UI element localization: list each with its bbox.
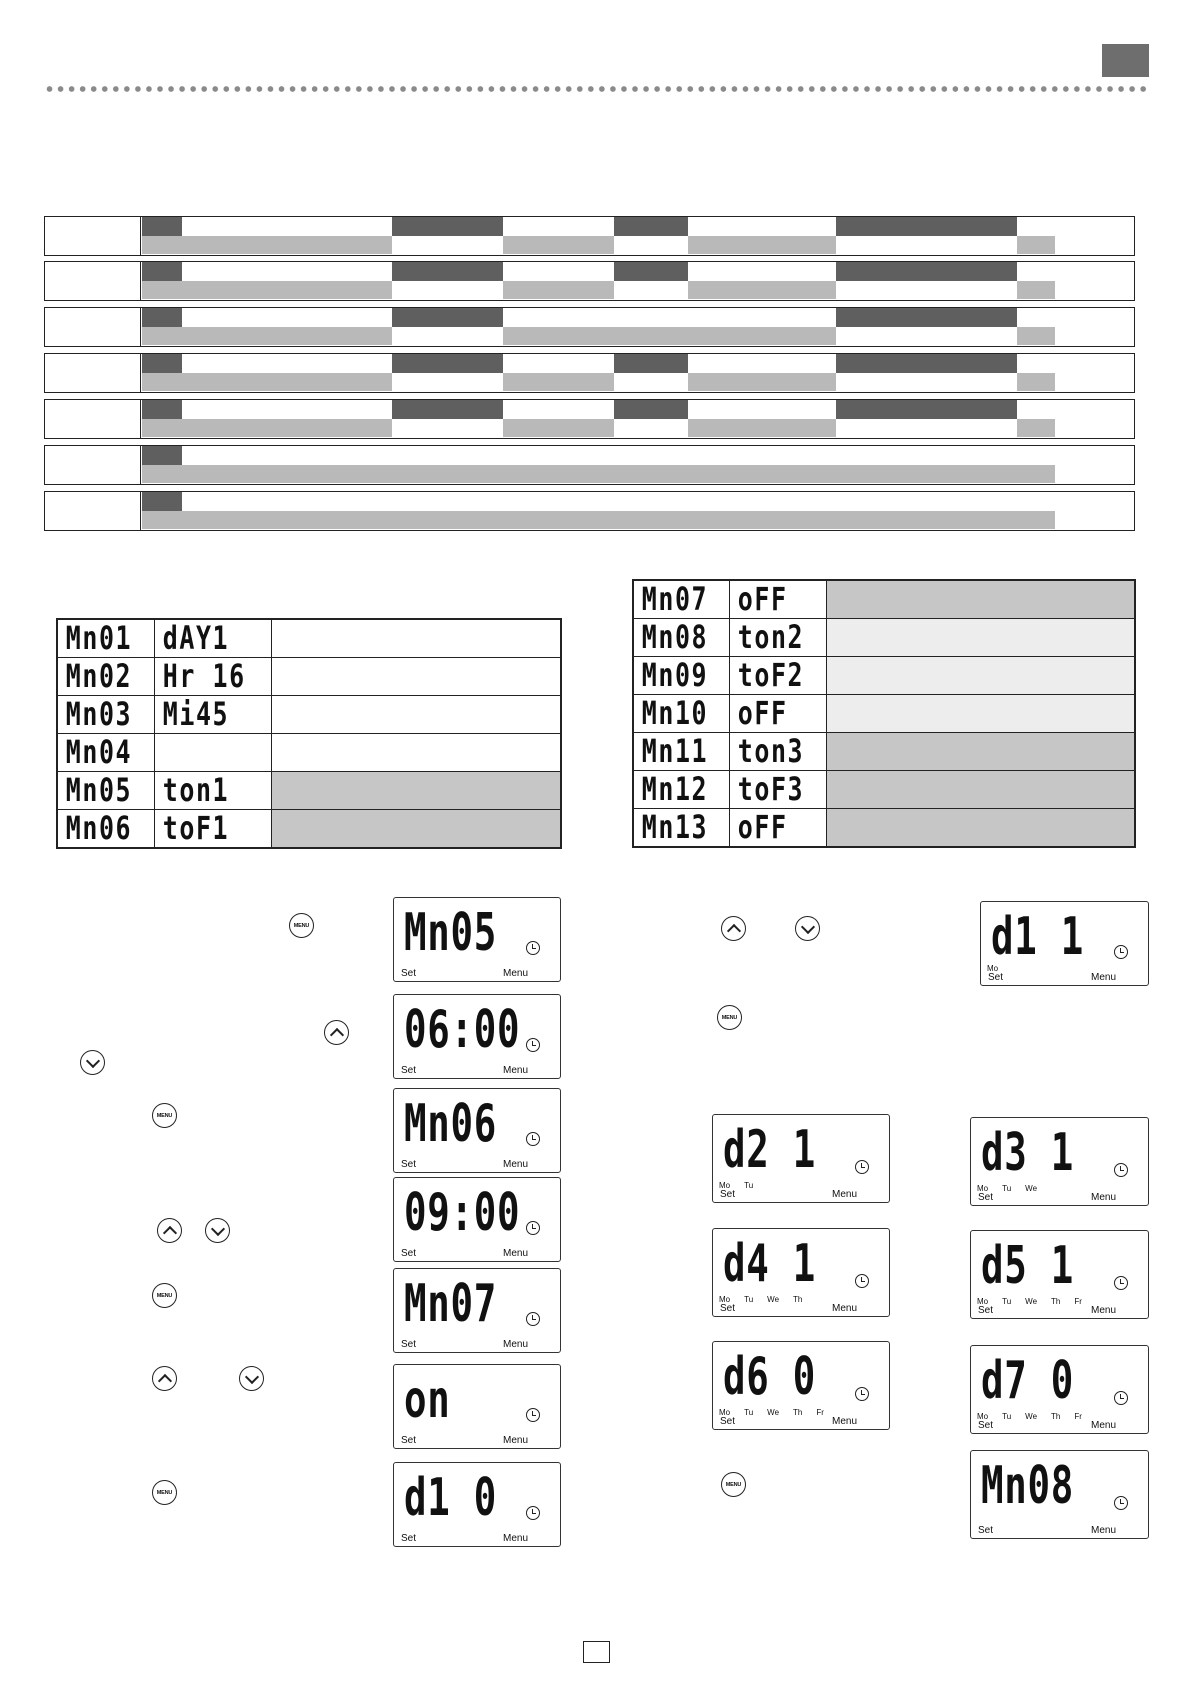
- weekday-indicators: [719, 1408, 838, 1417]
- lcd-set-label: Set: [401, 1435, 417, 1446]
- lcd-main-text: 06:00: [404, 1000, 521, 1060]
- menu-code-cell: [633, 733, 730, 771]
- menu-code: Mn10: [641, 694, 709, 732]
- on-period-segment: [836, 308, 1017, 327]
- menu-code: Mn11: [641, 732, 709, 770]
- menu-code: Mn06: [65, 809, 133, 847]
- lcd-menu-label: Menu: [502, 1065, 528, 1076]
- weekday-label: Th: [1051, 1412, 1061, 1421]
- code-row: [633, 733, 1135, 771]
- off-period-segment: [503, 236, 614, 254]
- schedule-row-label: [45, 354, 141, 392]
- off-period-segment: [171, 465, 1055, 483]
- off-period-segment: [171, 373, 392, 391]
- lcd-display: [980, 901, 1149, 986]
- weekday-label: Mo: [719, 1181, 731, 1190]
- clock-icon: [526, 1221, 540, 1235]
- lcd-menu-label: Menu: [1090, 1192, 1116, 1203]
- code-row: [57, 734, 561, 772]
- lcd-display: [393, 1268, 561, 1353]
- code-row: [633, 695, 1135, 733]
- menu-value: dAY1: [162, 619, 229, 657]
- menu-value: ton1: [162, 771, 229, 809]
- off-period-segment: [171, 236, 392, 254]
- menu-value: toF2: [737, 656, 805, 694]
- description-cell: [827, 695, 1135, 733]
- lcd-set-label: Set: [401, 1248, 417, 1259]
- weekday-label: We: [1025, 1297, 1038, 1306]
- lcd-main-text: d1 1: [991, 907, 1085, 967]
- on-period-segment: [392, 354, 503, 373]
- schedule-row: [44, 261, 1135, 301]
- weekday-label: We: [1025, 1412, 1038, 1421]
- on-period-segment: [836, 217, 1017, 236]
- weekday-label: Tu: [744, 1408, 754, 1417]
- lcd-main-text: d1 0: [404, 1468, 498, 1528]
- menu-code: Mn07: [641, 580, 709, 618]
- lcd-display: [970, 1117, 1149, 1206]
- off-period-segment: [1017, 419, 1055, 437]
- off-period-segment: [1017, 327, 1055, 345]
- schedule-row-label: [45, 400, 141, 438]
- menu-code: Mn04: [65, 733, 133, 771]
- off-period-segment: [171, 281, 392, 299]
- description-cell: [271, 810, 561, 849]
- on-legend-swatch: [142, 262, 182, 281]
- lcd-display: [393, 897, 561, 982]
- lcd-menu-label: Menu: [1090, 1305, 1116, 1316]
- menu-code: Mn12: [641, 770, 709, 808]
- lcd-set-label: Set: [720, 1189, 736, 1200]
- code-row: [633, 657, 1135, 695]
- code-row: [57, 810, 561, 849]
- lcd-display: [393, 1364, 561, 1449]
- lcd-display: [393, 1088, 561, 1173]
- schedule-row: [44, 353, 1135, 393]
- menu-code-cell: [57, 734, 154, 772]
- menu-value-cell: [730, 771, 827, 809]
- menu-value: toF3: [737, 770, 805, 808]
- on-period-segment: [614, 354, 688, 373]
- code-row: [57, 619, 561, 658]
- weekday-label: We: [767, 1295, 780, 1304]
- down-button[interactable]: [239, 1366, 264, 1391]
- menu-value: oFF: [737, 808, 788, 846]
- clock-icon: [526, 1506, 540, 1520]
- lcd-display: [712, 1228, 890, 1317]
- up-button[interactable]: [157, 1218, 182, 1243]
- description-cell: [271, 696, 561, 734]
- menu-code-cell: [633, 771, 730, 809]
- description-cell: [827, 771, 1135, 809]
- chevron-up-icon: [162, 1225, 176, 1239]
- lcd-set-label: Set: [720, 1416, 736, 1427]
- clock-icon: [855, 1387, 869, 1401]
- on-period-segment: [614, 400, 688, 419]
- lcd-main-text: d5 1: [981, 1236, 1075, 1296]
- menu-code: Mn02: [65, 657, 133, 695]
- description-cell: [827, 809, 1135, 848]
- menu-code-cell: [57, 810, 154, 849]
- menu-code-cell: [57, 619, 154, 658]
- schedule-row-label: [45, 217, 141, 255]
- menu-value-cell: [154, 619, 271, 658]
- on-period-segment: [392, 217, 503, 236]
- on-period-segment: [614, 217, 688, 236]
- weekday-label: Mo: [719, 1408, 731, 1417]
- weekday-label: Tu: [1002, 1297, 1012, 1306]
- weekday-label: Tu: [1002, 1184, 1012, 1193]
- lcd-display: [393, 1177, 561, 1262]
- off-period-segment: [688, 419, 836, 437]
- clock-icon: [855, 1274, 869, 1288]
- lcd-main-text: 09:00: [404, 1183, 521, 1243]
- lcd-menu-label: Menu: [502, 1248, 528, 1259]
- off-period-segment: [171, 511, 1055, 529]
- lcd-menu-label: Menu: [831, 1416, 857, 1427]
- clock-icon: [1114, 1391, 1128, 1405]
- lcd-main-text: d2 1: [723, 1120, 817, 1180]
- lcd-menu-label: Menu: [1090, 1525, 1116, 1536]
- off-period-segment: [688, 281, 836, 299]
- menu-value-cell: [730, 580, 827, 619]
- lcd-main-text: d7 0: [981, 1351, 1075, 1411]
- chevron-up-icon: [329, 1027, 343, 1041]
- lcd-menu-label: Menu: [1090, 1420, 1116, 1431]
- chevron-up-icon: [726, 923, 740, 937]
- schedule-row-label: [45, 446, 141, 484]
- schedule-row: [44, 445, 1135, 485]
- lcd-main-text: on: [404, 1370, 451, 1430]
- off-period-segment: [688, 236, 836, 254]
- on-period-segment: [392, 262, 503, 281]
- description-cell: [271, 734, 561, 772]
- menu-value: Hr 16: [162, 657, 246, 695]
- description-cell: [827, 619, 1135, 657]
- menu-code-table-left: [56, 618, 562, 849]
- chevron-down-icon: [210, 1221, 224, 1235]
- menu-value-cell: [154, 810, 271, 849]
- menu-value-cell: [154, 658, 271, 696]
- off-period-segment: [503, 281, 614, 299]
- lcd-menu-label: Menu: [831, 1189, 857, 1200]
- schedule-row: [44, 399, 1135, 439]
- lcd-main-text: Mn07: [404, 1274, 498, 1334]
- down-button[interactable]: [795, 916, 820, 941]
- lcd-menu-label: Menu: [502, 1533, 528, 1544]
- weekday-label: We: [1025, 1184, 1038, 1193]
- schedule-row-label: [45, 308, 141, 346]
- menu-value-cell: [730, 733, 827, 771]
- lcd-menu-label: Menu: [831, 1303, 857, 1314]
- menu-value-cell: [730, 619, 827, 657]
- menu-value-cell: [154, 734, 271, 772]
- off-period-segment: [171, 327, 392, 345]
- menu-code-cell: [57, 696, 154, 734]
- menu-code-cell: [57, 658, 154, 696]
- lcd-main-text: d3 1: [981, 1123, 1075, 1183]
- menu-value: toF1: [162, 809, 229, 847]
- lcd-set-label: Set: [401, 968, 417, 979]
- menu-code-cell: [57, 772, 154, 810]
- menu-code-cell: [633, 580, 730, 619]
- lcd-display: [712, 1114, 890, 1203]
- menu-code: Mn08: [641, 618, 709, 656]
- code-row: [633, 771, 1135, 809]
- clock-icon: [526, 1038, 540, 1052]
- clock-icon: [1114, 1276, 1128, 1290]
- lcd-display: [393, 994, 561, 1079]
- menu-button[interactable]: MENU: [721, 1472, 746, 1497]
- lcd-display: [970, 1230, 1149, 1319]
- lcd-set-label: Set: [401, 1339, 417, 1350]
- on-legend-swatch: [142, 492, 182, 511]
- off-period-segment: [503, 373, 614, 391]
- lcd-set-label: Set: [401, 1065, 417, 1076]
- menu-value-cell: [154, 772, 271, 810]
- clock-icon: [855, 1160, 869, 1174]
- dotted-divider: [44, 86, 1149, 92]
- menu-code: Mn09: [641, 656, 709, 694]
- off-period-segment: [688, 373, 836, 391]
- on-legend-swatch: [142, 354, 182, 373]
- lcd-set-label: Set: [401, 1533, 417, 1544]
- menu-value-cell: [730, 809, 827, 848]
- weekday-indicators: [977, 1412, 1096, 1421]
- on-legend-swatch: [142, 308, 182, 327]
- weekday-label: Mo: [977, 1297, 989, 1306]
- schedule-row: [44, 307, 1135, 347]
- clock-icon: [1114, 1496, 1128, 1510]
- lcd-display: [393, 1462, 561, 1547]
- code-row: [633, 619, 1135, 657]
- description-cell: [271, 619, 561, 658]
- weekday-label: Mo: [987, 964, 999, 973]
- weekday-label: Mo: [977, 1412, 989, 1421]
- weekday-indicators: [977, 1297, 1096, 1306]
- lcd-set-label: Set: [978, 1192, 994, 1203]
- lcd-menu-label: Menu: [502, 968, 528, 979]
- lcd-display: [970, 1345, 1149, 1434]
- on-period-segment: [836, 354, 1017, 373]
- lcd-main-text: d4 1: [723, 1234, 817, 1294]
- clock-icon: [526, 1132, 540, 1146]
- off-period-segment: [1017, 236, 1055, 254]
- schedule-row-label: [45, 492, 141, 530]
- chevron-down-icon: [244, 1369, 258, 1383]
- lcd-set-label: Set: [401, 1159, 417, 1170]
- menu-button[interactable]: MENU: [152, 1480, 177, 1505]
- weekday-label: Th: [1051, 1297, 1061, 1306]
- schedule-row: [44, 216, 1135, 256]
- weekday-label: Tu: [744, 1181, 754, 1190]
- lcd-display: [712, 1341, 890, 1430]
- code-row: [633, 580, 1135, 619]
- lcd-set-label: Set: [978, 1305, 994, 1316]
- description-cell: [827, 733, 1135, 771]
- menu-code-cell: [633, 619, 730, 657]
- lcd-menu-label: Menu: [1090, 972, 1116, 983]
- schedule-row-label: [45, 262, 141, 300]
- page-tab-marker: [1102, 44, 1149, 77]
- weekday-label: Mo: [977, 1184, 989, 1193]
- chevron-down-icon: [85, 1053, 99, 1067]
- lcd-menu-label: Menu: [502, 1339, 528, 1350]
- weekday-label: Tu: [744, 1295, 754, 1304]
- menu-button[interactable]: MENU: [289, 913, 314, 938]
- up-button[interactable]: [152, 1366, 177, 1391]
- menu-code: Mn13: [641, 808, 709, 846]
- menu-value-cell: [730, 695, 827, 733]
- description-cell: [271, 658, 561, 696]
- schedule-row: [44, 491, 1135, 531]
- menu-value: oFF: [737, 580, 788, 618]
- on-legend-swatch: [142, 400, 182, 419]
- menu-button[interactable]: MENU: [717, 1005, 742, 1030]
- on-legend-swatch: [142, 217, 182, 236]
- menu-code: Mn01: [65, 619, 133, 657]
- lcd-display: [970, 1450, 1149, 1539]
- weekday-label: Tu: [1002, 1412, 1012, 1421]
- off-period-segment: [503, 419, 614, 437]
- off-period-segment: [1017, 281, 1055, 299]
- on-period-segment: [836, 262, 1017, 281]
- on-period-segment: [614, 262, 688, 281]
- clock-icon: [526, 941, 540, 955]
- clock-icon: [1114, 1163, 1128, 1177]
- off-period-segment: [171, 419, 392, 437]
- lcd-set-label: Set: [988, 972, 1004, 983]
- menu-value: ton2: [737, 618, 805, 656]
- menu-code-cell: [633, 695, 730, 733]
- on-period-segment: [392, 308, 503, 327]
- menu-code: Mn03: [65, 695, 133, 733]
- off-period-segment: [503, 327, 836, 345]
- description-cell: [827, 657, 1135, 695]
- lcd-set-label: Set: [720, 1303, 736, 1314]
- lcd-set-label: Set: [978, 1525, 994, 1536]
- on-period-segment: [392, 400, 503, 419]
- off-period-segment: [1017, 373, 1055, 391]
- menu-value-cell: [154, 696, 271, 734]
- menu-value-cell: [730, 657, 827, 695]
- code-row: [633, 809, 1135, 848]
- menu-value: oFF: [737, 694, 788, 732]
- weekday-label: Mo: [719, 1295, 731, 1304]
- menu-value: Mi45: [162, 695, 229, 733]
- on-period-segment: [836, 400, 1017, 419]
- weekday-label: Fr: [1074, 1412, 1082, 1421]
- chevron-up-icon: [157, 1373, 171, 1387]
- down-button[interactable]: [80, 1050, 105, 1075]
- lcd-main-text: Mn06: [404, 1094, 498, 1154]
- code-row: [57, 658, 561, 696]
- weekday-label: Th: [793, 1295, 803, 1304]
- menu-button[interactable]: MENU: [152, 1103, 177, 1128]
- weekday-label: We: [767, 1408, 780, 1417]
- menu-button[interactable]: MENU: [152, 1283, 177, 1308]
- menu-code-table-right: [632, 579, 1136, 848]
- code-row: [57, 696, 561, 734]
- down-button[interactable]: [205, 1218, 230, 1243]
- clock-icon: [526, 1408, 540, 1422]
- menu-code-cell: [633, 809, 730, 848]
- lcd-main-text: Mn05: [404, 903, 498, 963]
- lcd-main-text: d6 0: [723, 1347, 817, 1407]
- code-row: [57, 772, 561, 810]
- description-cell: [271, 772, 561, 810]
- menu-code-cell: [633, 657, 730, 695]
- lcd-menu-label: Menu: [502, 1159, 528, 1170]
- lcd-set-label: Set: [978, 1420, 994, 1431]
- description-cell: [827, 580, 1135, 619]
- weekday-label: Th: [793, 1408, 803, 1417]
- chevron-down-icon: [800, 919, 814, 933]
- lcd-menu-label: Menu: [502, 1435, 528, 1446]
- clock-icon: [1114, 945, 1128, 959]
- up-button[interactable]: [324, 1020, 349, 1045]
- lcd-main-text: Mn08: [981, 1456, 1075, 1516]
- clock-icon: [526, 1312, 540, 1326]
- weekday-label: Fr: [816, 1408, 824, 1417]
- up-button[interactable]: [721, 916, 746, 941]
- weekday-label: Fr: [1074, 1297, 1082, 1306]
- menu-value: ton3: [737, 732, 805, 770]
- on-legend-swatch: [142, 446, 182, 465]
- page-number-box: [583, 1641, 610, 1663]
- menu-code: Mn05: [65, 771, 133, 809]
